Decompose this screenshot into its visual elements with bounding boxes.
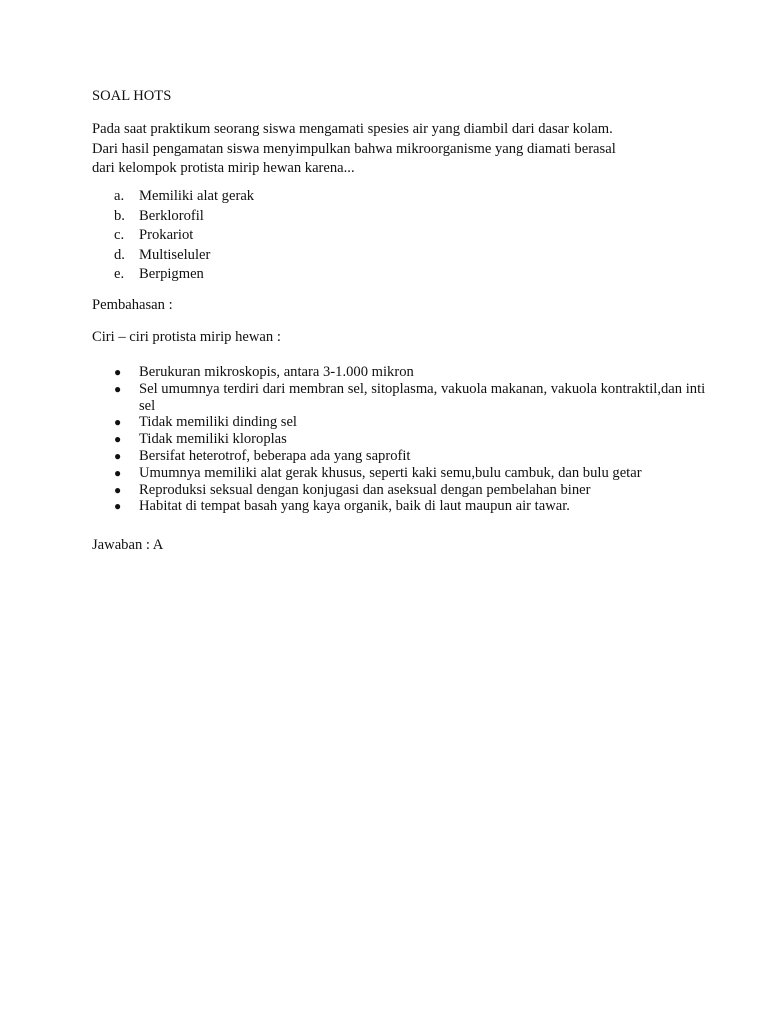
list-item (92, 414, 712, 431)
list-item-text: Sel umumnya terdiri dari membran sel, sitoplasma, vakuola makanan, vakuola kontraktil,dan inti sel (139, 380, 706, 414)
answer-options (92, 187, 254, 285)
question-line-2: Dari hasil pengamatan siswa menyimpulkan bahwa mikroorganisme yang diamati berasal (92, 140, 616, 157)
bullet-icon: ● (114, 465, 122, 480)
discussion-label: Pembahasan : (92, 297, 173, 313)
features-list (92, 364, 712, 515)
question-line-1: Pada saat praktikum seorang siswa mengamati spesies air yang diambil dari dasar kolam. (92, 121, 613, 137)
option-letter: c. (114, 227, 125, 243)
list-item (92, 431, 712, 448)
features-heading: Ciri – ciri protista mirip hewan : (92, 329, 281, 345)
question-line-3: dari kelompok protista mirip hewan karena... (92, 160, 355, 176)
bullet-icon: ● (114, 499, 122, 514)
list-item (92, 482, 712, 499)
list-item-text: Umumnya memiliki alat gerak khusus, seperti kaki semu,bulu cambuk, dan bulu getar (139, 464, 642, 481)
list-item (92, 498, 712, 515)
list-item-text: Reproduksi seksual dengan konjugasi dan aseksual dengan pembelahan biner (139, 481, 591, 498)
bullet-icon: ● (114, 365, 122, 379)
option-letter: e. (114, 266, 125, 282)
bullet-icon: ● (114, 448, 122, 463)
bullet-icon: ● (114, 415, 122, 430)
option-letter: b. (114, 207, 125, 224)
bullet-icon: ● (114, 482, 122, 497)
question-text (92, 120, 692, 179)
bullet-icon: ● (114, 381, 122, 396)
list-item (92, 381, 712, 415)
list-item (92, 448, 712, 465)
option-letter: d. (114, 246, 125, 263)
list-item-text: Tidak memiliki dinding sel (139, 414, 297, 431)
list-item-text: Habitat di tempat basah yang kaya organik, baik di laut maupun air tawar. (139, 498, 570, 515)
option-a (92, 187, 254, 207)
list-item-text: Bersifat heterotrof, beberapa ada yang saprofit (139, 447, 411, 464)
option-text: Prokariot (139, 227, 194, 243)
list-item-text: Tidak memiliki kloroplas (139, 431, 287, 448)
option-e (92, 265, 254, 285)
list-item (92, 364, 712, 381)
option-text: Berpigmen (139, 266, 204, 282)
option-text: Berklorofil (139, 207, 204, 224)
option-c (92, 226, 254, 246)
document-title: SOAL HOTS (92, 88, 172, 104)
list-item-text: Berukuran mikroskopis, antara 3-1.000 mikron (139, 364, 414, 380)
bullet-icon: ● (114, 432, 122, 447)
option-letter: a. (114, 188, 125, 204)
answer-text: Jawaban : A (92, 537, 164, 553)
option-text: Memiliki alat gerak (139, 188, 255, 204)
list-item (92, 465, 712, 482)
option-b (92, 207, 254, 227)
option-text: Multiseluler (139, 246, 211, 263)
option-d (92, 246, 254, 266)
